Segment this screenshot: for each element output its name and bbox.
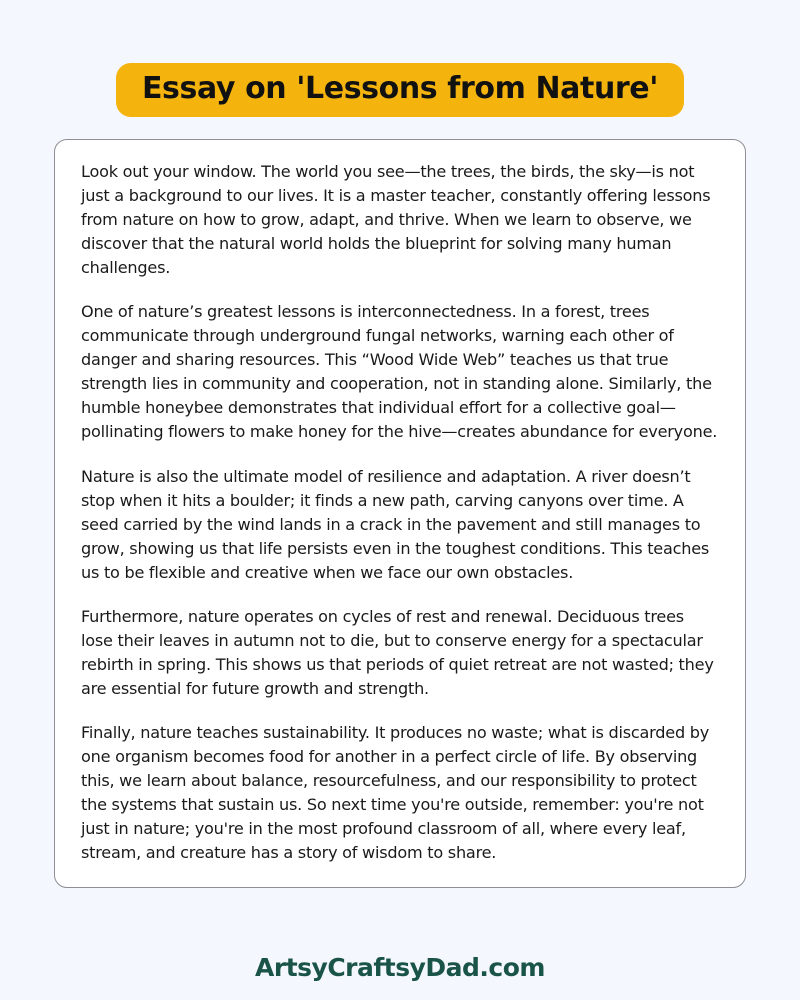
essay-paragraph-2: One of nature’s greatest lessons is interconnectedness. In a forest, trees communicate through underground fungal networks, warning each other of danger and sharing resources. This “Wood Wide Web” teaches us that true strength lies in community and cooperation, not in standing alone. Similarly, the humble honeybee demonstrates that individual effort for a collective goal—pollinating flowers to make honey for the hive—creates abundance for everyone. [81, 302, 718, 442]
essay-paragraph-3: Nature is also the ultimate model of resilience and adaptation. A river doesn’t stop when it hits a boulder; it finds a new path, carving canyons over time. A seed carried by the wind lands in a crack in the pavement and still manages to grow, showing us that life persists even in the toughest conditions. This teaches us to be flexible and creative when we face our own obstacles. [81, 466, 710, 582]
title-badge [116, 63, 684, 117]
essay-paragraph-5: Finally, nature teaches sustainability. It produces no waste; what is discarded by one organism becomes food for another in a perfect circle of life. By observing this, we learn about balance, resourcefulness, and our responsibility to protect the systems that sustain us. So next time you're outside, remember: you're not just in nature; you're in the most profound classroom of all, where every leaf, stream, and creature has a story of wisdom to share. [81, 722, 710, 863]
brand-watermark: ArtsyCraftsyDad.com [255, 953, 545, 982]
footer [0, 953, 800, 982]
essay-card [54, 139, 746, 888]
page-title: Essay on 'Lessons from Nature' [141, 71, 659, 106]
essay-paragraph-4: Furthermore, nature operates on cycles of rest and renewal. Deciduous trees lose their leaves in autumn not to die, but to conserve energy for a spectacular rebirth in spring. This shows us that periods of quiet retreat are not wasted; they are essential for future growth and strength. [81, 606, 714, 698]
essay-paragraph-1: Look out your window. The world you see—the trees, the birds, the sky—is not just a background to our lives. It is a master teacher, constantly offering lessons from nature on how to grow, adapt, and thrive. When we learn to observe, we discover that the natural world holds the blueprint for solving many human challenges. [81, 162, 711, 278]
page-title-container [116, 59, 684, 121]
